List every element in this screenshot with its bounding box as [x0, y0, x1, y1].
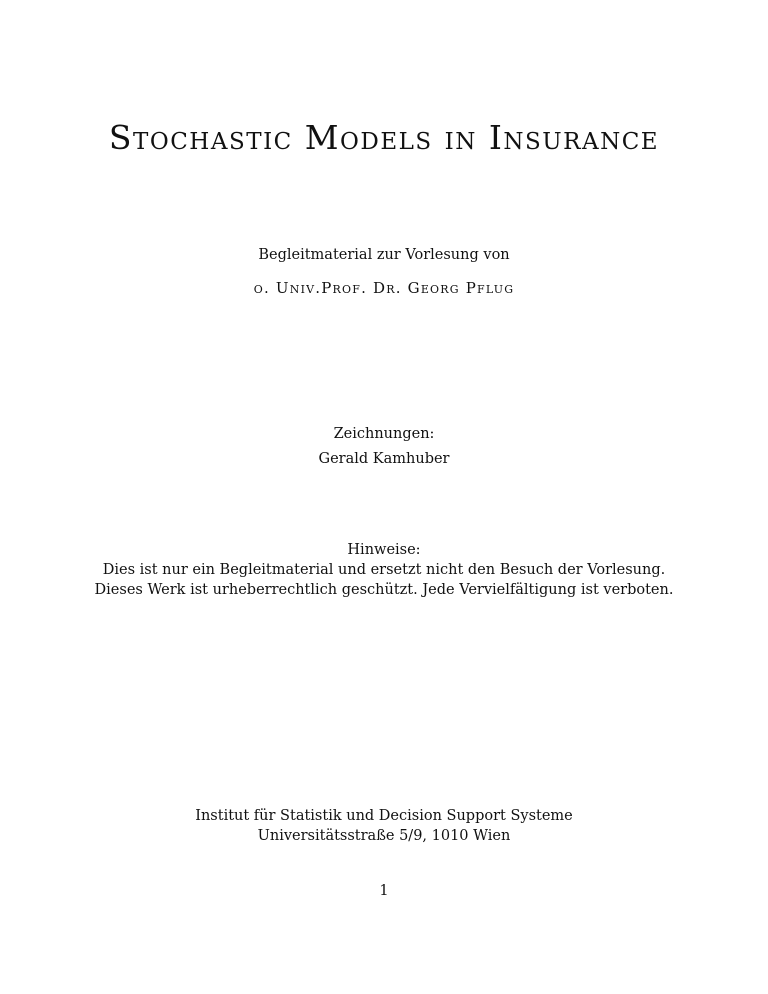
- document-title: Stochastic Models in Insurance: [108, 118, 660, 157]
- institute-name: Institut für Statistik und Decision Support Systeme: [195, 808, 573, 824]
- notes-heading: Hinweise:: [347, 542, 421, 558]
- lecturer-name: o. Univ.Prof. Dr. Georg Pflug: [253, 279, 515, 297]
- drawings-label: Zeichnungen:: [333, 426, 435, 442]
- notes-line-1: Dies ist nur ein Begleitmaterial und ersetzt nicht den Besuch der Vorlesung.: [102, 562, 666, 578]
- lecture-intro-text: Begleitmaterial zur Vorlesung von: [258, 247, 510, 263]
- institute-address: Universitätsstraße 5/9, 1010 Wien: [257, 828, 511, 844]
- page-number: 1: [379, 883, 389, 899]
- drawings-author: Gerald Kamhuber: [318, 451, 450, 467]
- notes-line-2: Dieses Werk ist urheberrechtlich geschützt. Jede Vervielfältigung ist verboten.: [94, 582, 674, 598]
- notes-section: [0, 540, 768, 600]
- institute-section: [0, 806, 768, 846]
